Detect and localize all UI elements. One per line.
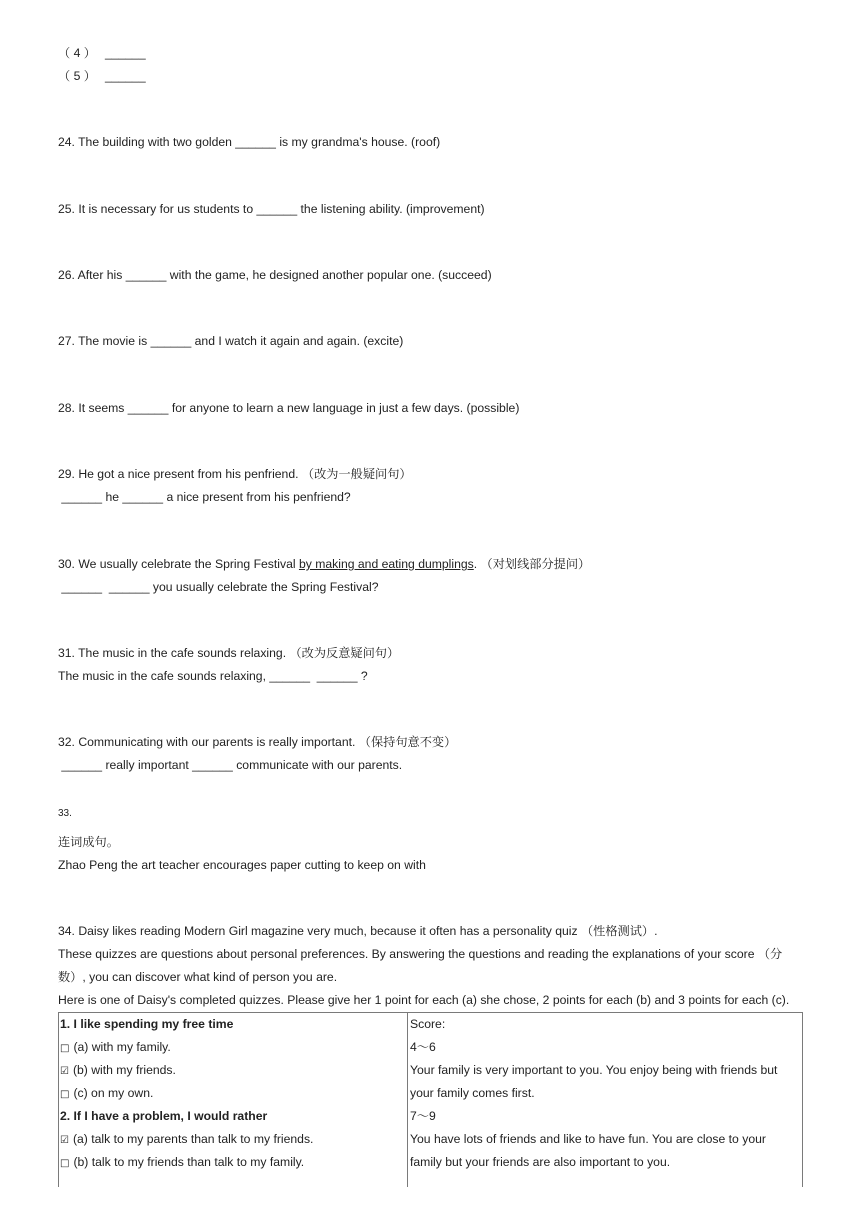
score-heading: Score: — [410, 1017, 446, 1031]
question-25-text: 25. It is necessary for us students to ______ the listening ability. (improvement) — [58, 202, 485, 216]
question-34-scoring-instruction: Here is one of Daisy's completed quizzes. Please give her 1 point for each (a) she chose, 2 points for each (b) and 3 points for each (c). — [58, 993, 790, 1007]
quiz-question-2-prompt: 2. If I have a problem, I would rather — [60, 1109, 268, 1123]
answer-blank: ______ — [104, 46, 146, 60]
question-32 — [58, 731, 456, 777]
question-34-intro: 34. Daisy likes reading Modern Girl magazine very much, because it often has a personality quiz （性格测试）. — [58, 924, 658, 938]
question-33-instruction: 连词成句。 — [58, 835, 119, 849]
question-27 — [58, 330, 403, 353]
quiz-option-text: (b) with my friends. — [72, 1063, 176, 1077]
checkbox-checked-icon: ☑ — [60, 1135, 69, 1146]
fill-blank-label: （ 5 ） — [58, 69, 96, 83]
question-28 — [58, 397, 519, 420]
question-24-text: 24. The building with two golden ______ is my grandma's house. (roof) — [58, 135, 441, 149]
score-column — [408, 1013, 802, 1187]
question-26-text: 26. After his ______ with the game, he designed another popular one. (succeed) — [58, 268, 492, 282]
question-27-text: 27. The movie is ______ and I watch it again and again. (excite) — [58, 334, 404, 348]
question-33 — [58, 831, 426, 877]
question-30-underlined-phrase: by making and eating dumplings — [298, 557, 474, 571]
quiz-option — [60, 1082, 407, 1105]
score-explanation: Your family is very important to you. You enjoy being with friends but your family comes first. — [410, 1063, 778, 1100]
question-30-text — [58, 553, 590, 576]
question-34 — [58, 920, 803, 1012]
question-25 — [58, 198, 485, 221]
question-24 — [58, 131, 440, 154]
checkbox-unchecked-icon: □ — [60, 1089, 70, 1100]
quiz-option-text: (c) on my own. — [73, 1086, 154, 1100]
question-31-answer-line: The music in the cafe sounds relaxing, ______ ______ ? — [58, 669, 368, 683]
question-32-answer-line: ______ really important ______ communicate with our parents. — [58, 758, 403, 772]
question-28-text: 28. It seems ______ for anyone to learn a new language in just a few days. (possible) — [58, 401, 520, 415]
fill-blanks — [58, 42, 146, 88]
quiz-questions-column — [59, 1013, 408, 1187]
quiz-question-1-prompt: 1. I like spending my free time — [60, 1017, 234, 1031]
question-30-text-after: . （对划线部分提问） — [473, 557, 591, 571]
checkbox-unchecked-icon: □ — [60, 1043, 70, 1054]
quiz-option — [60, 1151, 407, 1174]
quiz-table — [58, 1012, 803, 1187]
question-32-text: 32. Communicating with our parents is really important. （保持句意不变） — [58, 735, 457, 749]
question-34-description: These quizzes are questions about personal preferences. By answering the questions and reading the explanations of your score （分数）, you can discover what kind of person you are. — [58, 947, 783, 984]
question-26 — [58, 264, 492, 287]
question-29-answer-line: ______ he ______ a nice present from his penfriend? — [58, 490, 351, 504]
quiz-option-text: (a) talk to my parents than talk to my friends. — [72, 1132, 314, 1146]
quiz-option — [60, 1128, 407, 1151]
quiz-option — [60, 1059, 407, 1082]
answer-blank: ______ — [104, 69, 146, 83]
fill-blank-4 — [58, 42, 146, 65]
question-33-words: Zhao Peng the art teacher encourages paper cutting to keep on with — [58, 858, 426, 872]
question-30-text-before: 30. We usually celebrate the Spring Festival — [58, 557, 299, 571]
score-range: 7～9 — [410, 1109, 436, 1123]
score-explanation: You have lots of friends and like to have fun. You are close to your family but your friends are also important to you. — [410, 1132, 766, 1169]
fill-blank-5 — [58, 65, 146, 88]
question-31-text: 31. The music in the cafe sounds relaxing. （改为反意疑问句） — [58, 646, 400, 660]
score-range: 4～6 — [410, 1040, 436, 1054]
question-30 — [58, 553, 590, 599]
checkbox-checked-icon: ☑ — [60, 1066, 69, 1077]
question-33-number: 33. — [58, 808, 72, 819]
checkbox-unchecked-icon: □ — [60, 1158, 70, 1169]
question-29 — [58, 463, 412, 509]
question-31 — [58, 642, 399, 688]
question-33-number-block — [58, 802, 72, 825]
quiz-option — [60, 1036, 407, 1059]
fill-blank-label: （ 4 ） — [58, 46, 96, 60]
question-30-answer-line: ______ ______ you usually celebrate the Spring Festival? — [58, 580, 379, 594]
question-29-text: 29. He got a nice present from his penfriend. （改为一般疑问句） — [58, 467, 412, 481]
quiz-option-text: (b) talk to my friends than talk to my family. — [73, 1155, 305, 1169]
quiz-option-text: (a) with my family. — [73, 1040, 171, 1054]
